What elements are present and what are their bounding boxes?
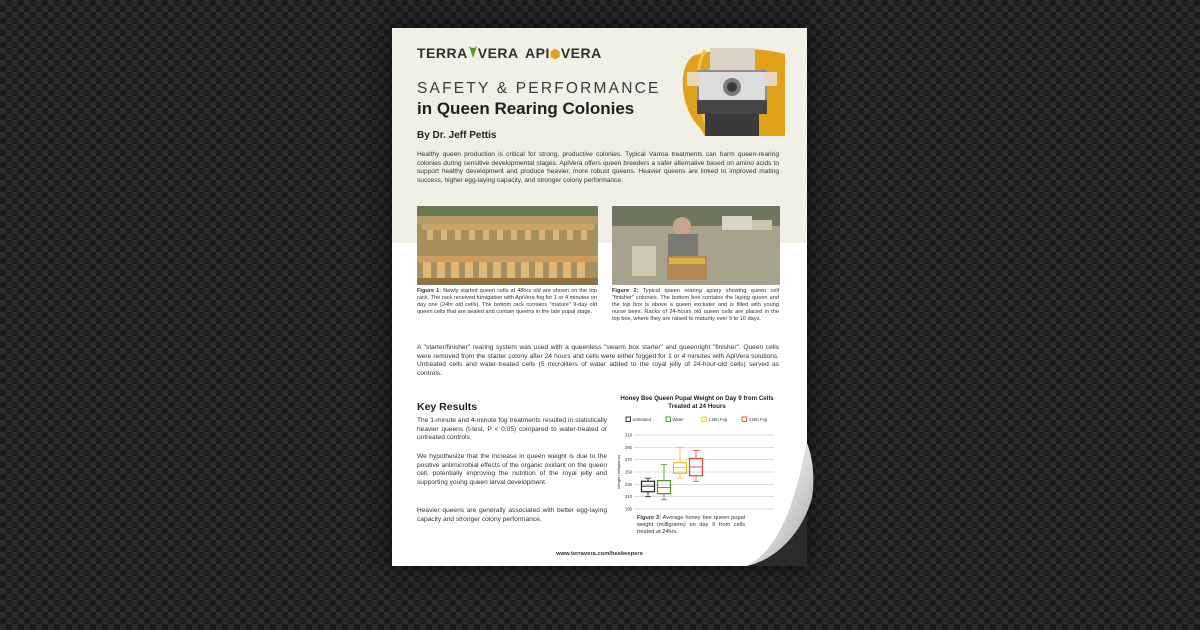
terravera-logo: TERRA VERA xyxy=(417,45,519,61)
y-tick-label: 210 xyxy=(625,494,632,500)
figure-3-caption: Figure 3: Average honey bee queen pupal weight (milligrams) on day 9 from cells treated at 24hrs. xyxy=(637,515,745,535)
figure-2-caption: Figure 2: Typical queen rearing apiary showing queen cell "finisher" colonies. The bottom box contains the laying queen and the top box is above a queen excluder and is filled with young nurse bees. Racks of 24-hours old queen cells are placed in the top box, where they are raised to maturity over 9 to 10 days. xyxy=(612,288,779,322)
legend-swatch xyxy=(742,417,747,422)
apiary-photo xyxy=(612,206,780,285)
chart-title: Honey Bee Queen Pupal Weight on Day 9 from Cells Treated at 24 Hours xyxy=(620,395,774,410)
legend-label: 1 Min Fog xyxy=(708,417,728,423)
legend-label: 4 Min Fog xyxy=(748,417,768,423)
leaf-icon xyxy=(468,45,478,59)
results-paragraph-2: We hypothesize that the increase in queen weight is due to the positive antimicrobial effects of the organic oxidant on the queen cell, potentially improving the nutrition of the royal jelly and supporting young queen larval development. xyxy=(417,453,607,486)
title-line2: in Queen Rearing Colonies xyxy=(417,99,635,118)
queen-cells-rack-photo xyxy=(417,206,598,285)
flyer-page xyxy=(392,28,807,566)
y-tick-label: 250 xyxy=(625,469,632,475)
y-axis-label: Weight (milligrams) xyxy=(616,454,621,490)
byline: By Dr. Jeff Pettis xyxy=(417,130,497,141)
results-paragraph-1: The 1-minute and 4-minute fog treatments resulted in statistically heavier queens (t-test, P < 0.05) compared to water-treated or untreated controls. xyxy=(417,417,607,442)
footer-url[interactable]: www.terravera.com/beekeepers xyxy=(556,551,643,557)
legend-swatch xyxy=(666,417,671,422)
intro-paragraph: Healthy queen production is critical for strong, productive colonies. Typical Varroa treatments can harm queen-rearing colonies during sensitive developmental stages. ApiVera offers queen breeders a safer alternative based on amino acids to support healthy development and produce heavier, more robust queens. Heavier queens are linked to improved mating success, higher egg-laying capacity, and stronger colony performance. xyxy=(417,151,779,184)
legend-swatch xyxy=(626,417,631,422)
page-curl xyxy=(747,443,817,571)
title-line1: SAFETY & PERFORMANCE xyxy=(417,80,661,97)
method-paragraph: A "starter/finisher" rearing system was used with a queenless "swarm box starter" and queenright "finisher". Queen cells were removed from the starter colony after 24 hours and cells were either fogged for 1 or 4 minutes with ApiVera solutions. Untreated cells and water-treated cells (5 microliters of water added to the royal jelly of 24-hour-old cells) served as controls. xyxy=(417,344,779,377)
legend-swatch xyxy=(702,417,707,422)
apivera-logo: API⬢VERA xyxy=(525,45,602,61)
legend-label: Water xyxy=(672,417,684,423)
y-tick-label: 190 xyxy=(625,506,632,512)
figure-1-caption: Figure 1: Newly started queen cells at 48hrs old are shown on the top rack. The rack received fumigation with ApiVera fog for 1 or 4 minutes on day one (24hr old cells). The bottom rack contains "mature" 9-day old queen cells that are sealed and contain queens in the late pupal stage. xyxy=(417,288,597,315)
y-tick-label: 310 xyxy=(625,432,632,438)
beekeeper-hero-image xyxy=(675,48,785,136)
y-tick-label: 230 xyxy=(625,481,632,487)
key-results-heading: Key Results xyxy=(417,401,478,413)
y-tick-label: 290 xyxy=(625,444,632,450)
hexagon-bee-icon: ⬢ xyxy=(549,47,561,61)
results-paragraph-3: Heavier queens are generally associated with better egg-laying capacity and stronger colony performance. xyxy=(417,507,607,523)
legend-label: Untreated xyxy=(632,417,651,423)
y-tick-label: 270 xyxy=(625,457,632,463)
